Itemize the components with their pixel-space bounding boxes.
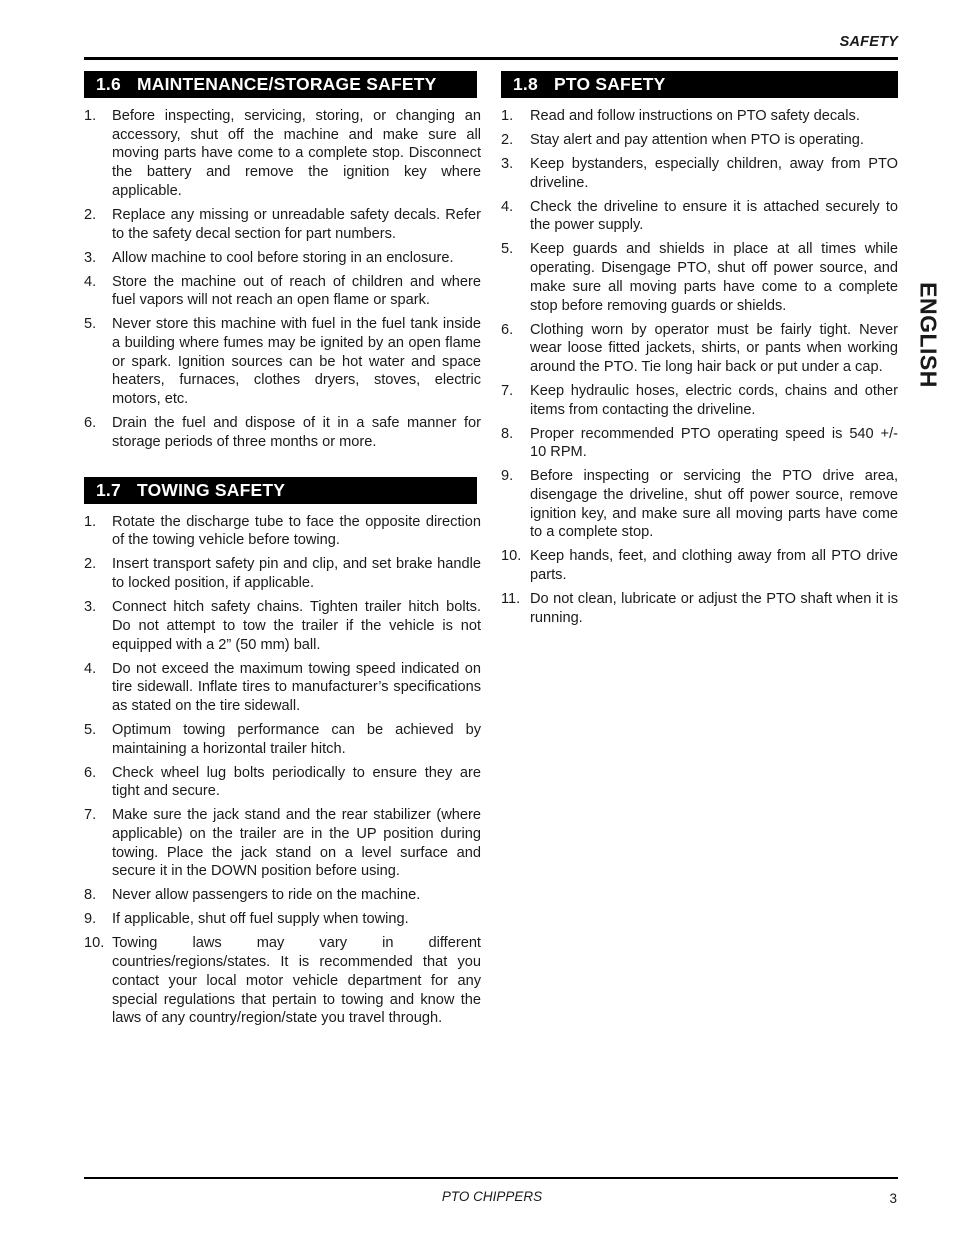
section-title: MAINTENANCE/STORAGE SAFETY — [137, 74, 437, 94]
list-item-number: 10. — [84, 935, 105, 952]
list-item-text: Check the driveline to ensure it is attached securely to the power supply. — [530, 198, 898, 234]
list-item — [501, 425, 898, 462]
section-heading-towing — [84, 477, 477, 504]
list-item-number: 8. — [501, 425, 514, 442]
list-item — [84, 934, 481, 1028]
right-column — [501, 71, 898, 633]
list-item-text: Rotate the discharge tube to face the opposite direction of the towing vehicle before towing. — [112, 513, 481, 549]
list-item — [84, 886, 481, 905]
list-item-number: 3. — [84, 599, 97, 616]
list-item-number: 4. — [84, 273, 97, 290]
list-item-text: Do not exceed the maximum towing speed indicated on tire sidewall. Inflate tires to manufacturer’s specifications as stated on the tire sidewall. — [112, 660, 481, 714]
list-item-number: 3. — [84, 249, 97, 266]
list-item-number: 11. — [501, 591, 521, 608]
list-item-number: 5. — [501, 241, 514, 258]
list-item-number: 5. — [84, 316, 97, 333]
list-item — [84, 598, 481, 654]
list-item-number: 1. — [84, 513, 97, 530]
list-item-text: Drain the fuel and dispose of it in a safe manner for storage periods of three months or more. — [112, 415, 481, 450]
list-item-number: 7. — [501, 382, 514, 399]
list-item — [84, 721, 481, 758]
list-item — [84, 806, 481, 881]
list-item-text: Keep hands, feet, and clothing away from all PTO drive parts. — [530, 548, 898, 584]
list-item-number: 9. — [501, 468, 514, 485]
list-item — [84, 910, 481, 929]
list-item-number: 4. — [501, 198, 514, 215]
maintenance-storage-list — [84, 107, 481, 451]
footer-title: PTO CHIPPERS — [441, 1189, 543, 1204]
list-item-text: Replace any missing or unreadable safety decals. Refer to the safety decal section for part numbers. — [112, 206, 481, 242]
list-item-text: Towing laws may vary in different countries/regions/states. It is recommended that you contact your local motor vehicle department for any special regulations that pertain to towing and know the laws of any country/region/state you travel through. — [112, 935, 481, 1027]
list-item-text: Never store this machine with fuel in the fuel tank inside a building where fumes may be ignited by an open flame or spark. Ignition sources can be hot water and space heaters, furnaces, clothes dryers, stoves, electric motors, etc. — [112, 316, 481, 408]
list-item — [501, 198, 898, 235]
list-item — [501, 155, 898, 192]
section-number: 1.8 — [513, 74, 538, 94]
list-item-text: Stay alert and pay attention when PTO is operating. — [530, 132, 864, 148]
list-item — [84, 315, 481, 409]
list-item-number: 2. — [84, 206, 97, 223]
list-item-text: Proper recommended PTO operating speed is 540 +/- 10 RPM. — [530, 425, 898, 461]
left-column — [84, 71, 481, 1033]
list-item-number: 2. — [501, 132, 514, 148]
list-item-number: 7. — [84, 807, 97, 824]
footer-rule — [84, 1177, 898, 1179]
list-item-text: Keep bystanders, especially children, away from PTO driveline. — [530, 156, 898, 191]
list-item-number: 5. — [84, 721, 97, 738]
list-item — [501, 547, 898, 584]
list-item-number: 4. — [84, 660, 97, 677]
section-number: 1.7 — [96, 479, 121, 500]
list-item-text: Do not clean, lubricate or adjust the PTO shaft when it is running. — [530, 591, 898, 626]
section-number: 1.6 — [96, 74, 121, 94]
list-item-number: 3. — [501, 156, 514, 172]
list-item-text: Before inspecting or servicing the PTO drive area, disengage the driveline, shut off power source, remove ignition key, and make sure all moving parts have come to a complete stop. — [530, 468, 898, 541]
list-item-number: 6. — [84, 415, 97, 432]
list-item-number: 6. — [501, 321, 514, 338]
list-item-text: Connect hitch safety chains. Tighten trailer hitch bolts. Do not attempt to tow the trailer if the vehicle is not equipped with a 2” (50 mm) ball. — [112, 599, 481, 653]
list-item — [84, 660, 481, 716]
section-title: PTO SAFETY — [554, 74, 666, 94]
list-item — [501, 590, 898, 627]
list-item-text: If applicable, shut off fuel supply when towing. — [112, 911, 409, 928]
list-item — [501, 321, 898, 377]
list-item-text: Check wheel lug bolts periodically to ensure they are tight and secure. — [112, 764, 481, 800]
list-item-text: Insert transport safety pin and clip, and set brake handle to locked position, if applicable. — [112, 556, 481, 592]
section-title: TOWING SAFETY — [137, 479, 286, 500]
list-item — [84, 764, 481, 801]
list-item — [501, 467, 898, 542]
section-heading-pto — [501, 71, 898, 98]
list-item-text: Optimum towing performance can be achieved by maintaining a horizontal trailer hitch. — [112, 721, 481, 757]
list-item — [501, 107, 898, 126]
language-label: ENGLISH — [915, 282, 942, 388]
list-item — [501, 131, 898, 150]
list-item-number: 6. — [84, 764, 97, 781]
list-item-text: Never allow passengers to ride on the machine. — [112, 887, 421, 904]
list-item — [84, 107, 481, 201]
list-item-text: Keep guards and shields in place at all times while operating. Disengage PTO, shut off power source, and make sure all moving parts have come to a complete stop before removing guards or shields. — [530, 241, 898, 314]
list-item — [501, 240, 898, 315]
pto-safety-list — [501, 107, 898, 628]
list-item — [84, 273, 481, 310]
towing-list — [84, 513, 481, 1028]
list-item-number: 2. — [84, 556, 97, 573]
list-item — [84, 249, 481, 268]
list-item — [501, 382, 898, 419]
page-number: 3 — [889, 1191, 897, 1206]
list-item-text: Make sure the jack stand and the rear stabilizer (where applicable) on the trailer are in the UP position during towing. Place the jack stand on a level surface and secure it in the DOWN position before using. — [112, 807, 481, 880]
section-heading-maintenance-storage — [84, 71, 477, 98]
list-item-text: Store the machine out of reach of children and where fuel vapors will not reach an open flame or spark. — [112, 273, 481, 309]
list-item-number: 10. — [501, 548, 522, 565]
header-rule — [84, 57, 898, 60]
list-item-text: Before inspecting, servicing, storing, or changing an accessory, shut off the machine and make sure all moving parts have come to a complete stop. Disconnect the battery and remove the ignition key where applicable. — [112, 108, 481, 199]
list-item-text: Read and follow instructions on PTO safety decals. — [530, 108, 860, 124]
list-item — [84, 513, 481, 550]
language-side-tab — [908, 280, 948, 390]
list-item-number: 1. — [84, 108, 97, 124]
list-item-text: Allow machine to cool before storing in an enclosure. — [112, 249, 454, 266]
list-item-number: 1. — [501, 108, 514, 124]
running-header: SAFETY — [839, 34, 898, 50]
list-item — [84, 555, 481, 592]
list-item-text: Clothing worn by operator must be fairly tight. Never wear loose fitted jackets, shirts, or pants when working around the PTO. Tie long hair back or put under a cap. — [530, 321, 898, 375]
list-item — [84, 206, 481, 243]
list-item-number: 8. — [84, 887, 97, 904]
list-item-text: Keep hydraulic hoses, electric cords, chains and other items from contacting the driveline. — [530, 382, 898, 418]
list-item-number: 9. — [84, 911, 97, 928]
list-item — [84, 414, 481, 451]
